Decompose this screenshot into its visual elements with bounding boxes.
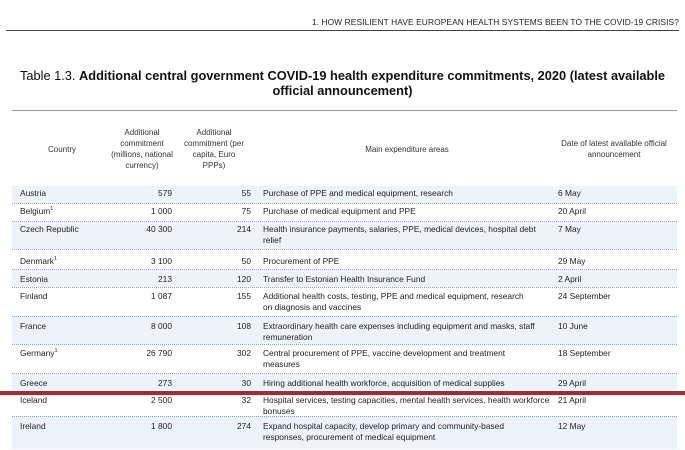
date-cell: 6 May	[558, 188, 581, 198]
millions-cell: 40 300	[146, 224, 172, 234]
table-row	[12, 186, 677, 203]
footnote-marker: 1	[54, 348, 58, 355]
millions-cell: 8 000	[151, 321, 172, 331]
areas-cell: Extraordinary health care expenses including equipment and masks, staff remuneration	[263, 321, 535, 342]
areas-cell: Additional health costs, testing, PPE and medical equipment, research on diagnosis and vaccines	[263, 291, 524, 312]
date-cell: 7 May	[558, 224, 581, 234]
header-per-capita: Additional commitment (per capita, Euro PPPs)	[183, 128, 244, 170]
millions-cell: 1 000	[151, 206, 172, 216]
country-cell: Austria	[20, 188, 47, 198]
table-row	[12, 416, 677, 449]
country-cell: Belgium	[20, 206, 51, 216]
areas-cell: Health insurance payments, salaries, PPE, medical devices, hospital debt relief	[263, 224, 536, 245]
date-cell: 24 September	[558, 291, 611, 301]
millions-cell: 213	[158, 274, 172, 284]
date-cell: 29 April	[558, 378, 586, 388]
country-cell: Germany	[20, 348, 55, 358]
country-cell: Estonia	[20, 274, 48, 284]
per-capita-cell: 32	[241, 395, 251, 405]
table-title	[14, 68, 671, 98]
table-body	[12, 186, 677, 449]
areas-cell: Hiring additional health workforce, acquisition of medical supplies	[263, 378, 505, 388]
table-row	[12, 221, 677, 249]
table-row	[12, 203, 677, 221]
millions-cell: 1 800	[151, 421, 172, 431]
date-cell: 2 April	[558, 274, 582, 284]
table-row	[12, 287, 677, 316]
table-number: Table 1.3.	[19, 68, 80, 83]
millions-cell: 3 100	[151, 256, 172, 266]
millions-cell: 1 087	[151, 291, 172, 301]
country-cell: Finland	[20, 291, 48, 301]
date-cell: 10 June	[558, 321, 588, 331]
footnote-marker: 1	[53, 256, 58, 263]
areas-cell: Transfer to Estonian Health Insurance Fund	[263, 274, 426, 284]
country-cell: Ireland	[20, 421, 46, 431]
table-row	[12, 269, 677, 287]
per-capita-cell: 50	[241, 256, 251, 266]
areas-cell: Hospital services, testing capacities, mental health services, health workforce bonuses	[263, 395, 550, 416]
per-capita-cell: 155	[237, 291, 251, 301]
running-head-text: 1. HOW RESILIENT HAVE EUROPEAN HEALTH SYSTEMS BEEN TO THE COVID-19 CRISIS?	[311, 17, 679, 27]
header-areas: Main expenditure areas	[365, 144, 449, 154]
areas-cell: Central procurement of PPE, vaccine development and treatment measures	[263, 348, 506, 369]
per-capita-cell: 302	[237, 348, 251, 358]
date-cell: 29 May	[558, 256, 586, 266]
date-cell: 18 September	[558, 348, 611, 358]
millions-cell: 579	[158, 188, 172, 198]
date-cell: 12 May	[558, 421, 586, 431]
table-row	[12, 344, 677, 373]
country-cell: France	[20, 321, 47, 331]
header-country: Country	[47, 144, 76, 154]
per-capita-cell: 30	[241, 378, 251, 388]
header-date: Date of latest available official announcement	[561, 139, 667, 159]
date-cell: 21 April	[558, 395, 586, 405]
per-capita-cell: 55	[241, 188, 251, 198]
table-row	[12, 316, 677, 344]
country-cell: Czech Republic	[20, 224, 79, 234]
highlight-underline	[0, 391, 685, 395]
millions-cell: 273	[158, 378, 172, 388]
areas-cell: Purchase of PPE and medical equipment, research	[263, 188, 453, 198]
areas-cell: Purchase of medical equipment and PPE	[263, 206, 416, 216]
footnote-marker: 1	[50, 206, 54, 213]
header-millions: Additional commitment (millions, national currency)	[111, 128, 173, 170]
table-title-text: Additional central government COVID-19 health expenditure commitments, 2020 (latest available official announcement)	[79, 68, 666, 98]
country-cell: Iceland	[20, 395, 48, 405]
per-capita-cell: 75	[241, 206, 251, 216]
date-cell: 20 April	[558, 206, 586, 216]
table-header	[12, 110, 677, 188]
table-row	[12, 249, 677, 269]
millions-cell: 2 500	[151, 395, 172, 405]
per-capita-cell: 214	[237, 224, 251, 234]
per-capita-cell: 108	[237, 321, 251, 331]
country-cell: Greece	[20, 378, 48, 388]
areas-cell: Expand hospital capacity, develop primary and community-based responses, procurement of medical equipment	[263, 421, 504, 442]
areas-cell: Procurement of PPE	[263, 256, 340, 266]
running-head	[6, 10, 679, 31]
country-cell: Denmark	[20, 256, 54, 266]
per-capita-cell: 120	[237, 274, 251, 284]
table-row	[12, 373, 677, 391]
per-capita-cell: 274	[237, 421, 251, 431]
millions-cell: 26 790	[146, 348, 172, 358]
